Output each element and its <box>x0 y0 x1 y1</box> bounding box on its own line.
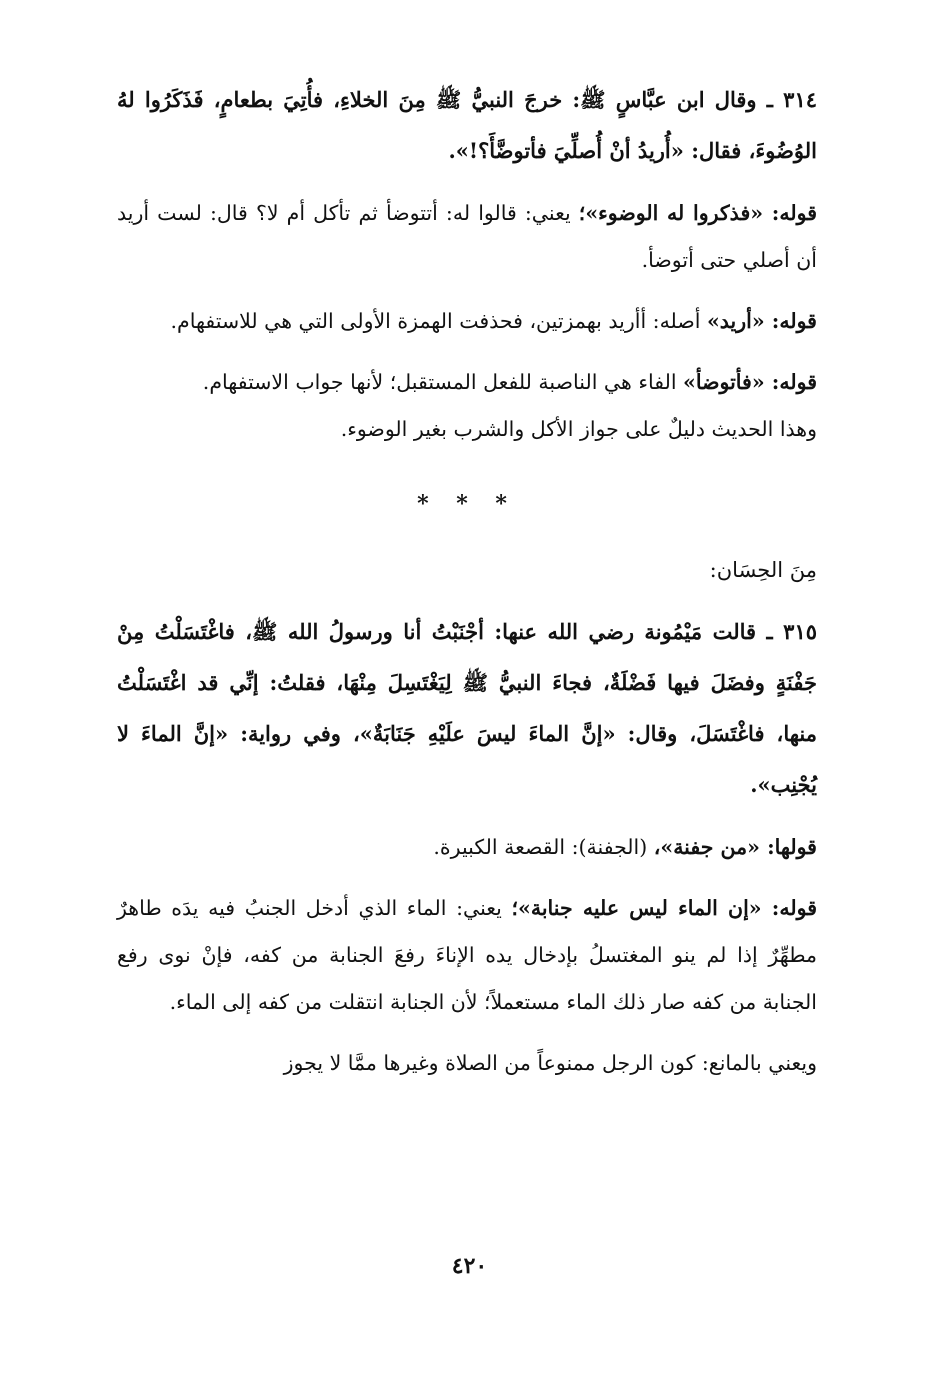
commentary-lead: قولها: «من جفنة»، <box>653 835 817 859</box>
page-body <box>117 74 817 1101</box>
hadith-315 <box>117 606 817 810</box>
section-separator: * * * <box>417 491 517 517</box>
commentary-text: يعني: قالوا له: أتتوضأ ثم تأكل أم لا؟ قال: لست أريد أن أصلي حتى أتوضأ. <box>117 201 817 272</box>
commentary-text: (الجفنة): القصعة الكبيرة. <box>433 835 654 859</box>
hadith-text: قالت مَيْمُونة رضي الله عنها: أجْنَبْتُ أنا ورسولُ الله ﷺ، فاغْتَسَلْتُ مِنْ جَفْنَةٍ وفضَلَ فيها فَضْلَةٌ، فجاءَ النبيُّ ﷺ لِيَغْتَسِلَ مِنْهَا، فقلتُ: إنِّي قد اغْتَسَلْتُ منها، فاغْتَسَلَ، وقال: «إنَّ الماءَ ليسَ علَيْهِ جَنَابَةٌ»، وفي رواية: «إنَّ الماءَ لا يُجْنِب». <box>117 619 817 797</box>
page-number: ٤٢٠ <box>451 1253 488 1279</box>
commentary-paragraph <box>117 406 817 453</box>
commentary-paragraph <box>117 298 817 345</box>
commentary-paragraph <box>117 824 817 871</box>
commentary-lead: قوله: «فأتوضأ» <box>683 370 817 394</box>
hadith-number: ٣١٥ ـ <box>766 619 818 644</box>
commentary-paragraph <box>117 359 817 406</box>
commentary-text: يعني: الماء الذي أدخل الجنبُ فيه يدَه طاهرٌ مطهِّرٌ إذا لم ينو المغتسلُ بإدخال يده الإناءَ رفعَ الجنابة من كفه، فإنْ نوى رفع الجنابة من كفه صار ذلك الماء مستعملاً؛ لأن الجنابة انتقلت من كفه إلى الماء. <box>117 896 817 1014</box>
commentary-text: الفاء هي الناصبة للفعل المستقبل؛ لأنها جواب الاستفهام. <box>202 370 684 394</box>
commentary-text: وهذا الحديث دليلٌ على جواز الأكل والشرب بغير الوضوء. <box>340 417 817 441</box>
commentary-paragraph <box>117 1040 817 1087</box>
hadith-number: ٣١٤ ـ <box>766 87 818 112</box>
commentary-text: أصله: أأريد بهمزتين، فحذفت الهمزة الأولى التي هي للاستفهام. <box>170 309 707 333</box>
hadith-text: وقال ابن عبَّاسٍ ﷺ: خرجَ النبيُّ ﷺ مِنَ الخلاءِ، فأُتِيَ بطعامٍ، فَذَكَرُوا لهُ الوُضُوءَ، فقال: «أُريدُ أنْ أُصلِّيَ فأتوضَّأَ؟!». <box>117 87 817 163</box>
commentary-lead: قوله: «فذكروا له الوضوء»؛ <box>578 201 817 225</box>
section-title: مِنَ الحِسَان: <box>709 558 817 582</box>
commentary-lead: قوله: «إن الماء ليس عليه جنابة»؛ <box>511 896 817 920</box>
hadith-314 <box>117 74 817 176</box>
commentary-paragraph <box>117 885 817 1026</box>
commentary-paragraph <box>117 190 817 284</box>
commentary-lead: قوله: «أريد» <box>706 309 817 333</box>
commentary-text: ويعني بالمانع: كون الرجل ممنوعاً من الصلاة وغيرها ممَّا لا يجوز <box>283 1051 817 1075</box>
